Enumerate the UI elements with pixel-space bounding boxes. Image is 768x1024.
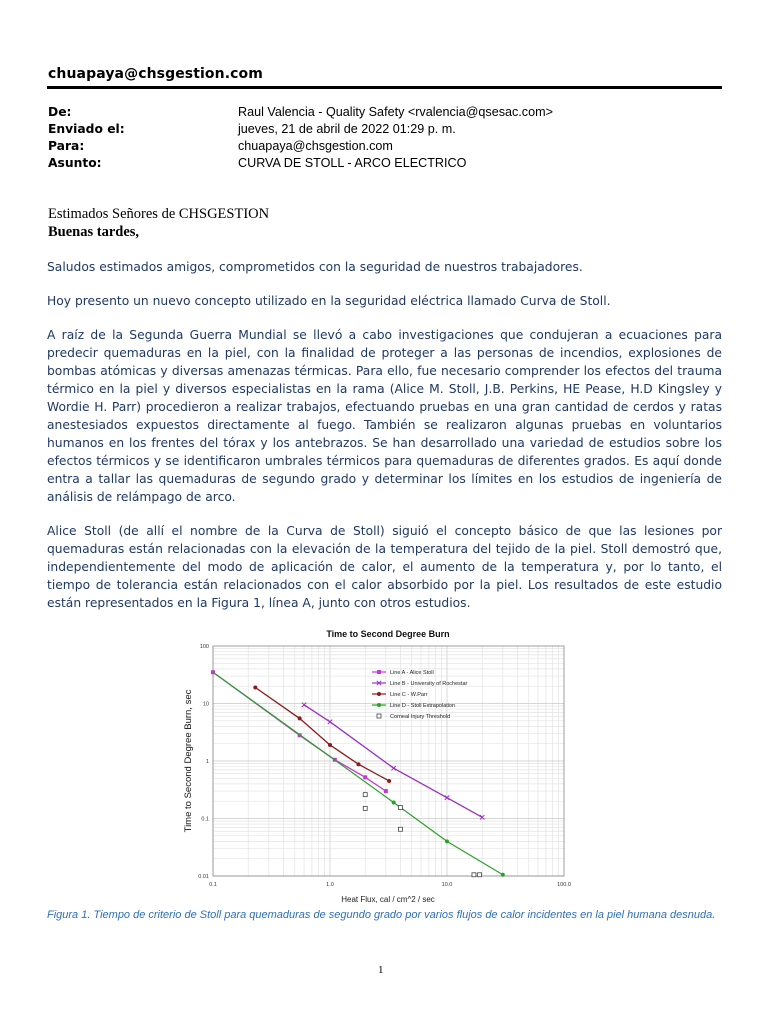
legend-label: Line B - University of Rochestar xyxy=(390,681,468,687)
data-point xyxy=(398,827,402,831)
header-label: De: xyxy=(48,105,72,119)
data-point xyxy=(387,779,391,783)
chart-title: Time to Second Degree Burn xyxy=(326,629,450,639)
email-body xyxy=(47,258,722,628)
data-point xyxy=(363,775,367,779)
data-point xyxy=(363,806,367,810)
y-axis-label: Time to Second Degree Burn, sec xyxy=(183,689,194,833)
data-point xyxy=(356,762,360,766)
x-tick-label: 100.0 xyxy=(557,882,571,888)
data-point xyxy=(384,789,388,793)
body-paragraph: A raíz de la Segunda Guerra Mundial se llevó a cabo investigaciones que condujeran a ecuaciones para predecir quemaduras en la piel, con la finalidad de proteger a las personas de incendios, explosiones de bombas atómicas y diversas amenazas térmicas. Para ello, fue necesario comprender los efectos del trauma térmico en la piel y diversos especialistas en la rama (Alice M. Stoll, J.B. Perkins, HE Pease, H.D Kingsley y Wordie H. Parr) procedieron a realizar trabajos, efectuando pruebas en una gran cantidad de cerdos y ratas anestesiados expuestos directamente al fuego. También se realizaron algunas pruebas en voluntarios humanos en los frentes del tórax y los antebrazos. Se han desarrollado una variedad de estudios sobre los efectos térmicos y se identificaron umbrales térmicos para quemaduras de diferentes grados. Es aquí donde entra a tallar las quemaduras de segundo grado y determinar los límites en los estudios de ingeniería de análisis de relámpago de arco. xyxy=(47,328,722,504)
x-tick-label: 0.1 xyxy=(209,882,217,888)
header-value: Raul Valencia - Quality Safety <rvalencia@qsesac.com> xyxy=(238,105,553,119)
data-point xyxy=(377,692,381,696)
chart-svg xyxy=(180,622,584,906)
legend-entry xyxy=(372,692,428,698)
series-1 xyxy=(211,670,388,793)
header-label: Para: xyxy=(48,139,85,153)
header-value: chuapaya@chsgestion.com xyxy=(238,139,393,153)
body-paragraph: Saludos estimados amigos, comprometidos con la seguridad de nuestros trabajadores. xyxy=(47,260,583,274)
series-3 xyxy=(253,685,391,782)
data-point xyxy=(377,714,381,718)
header-label: Asunto: xyxy=(48,156,102,170)
y-tick-label: 1 xyxy=(205,759,209,765)
mailbox-address: chuapaya@chsgestion.com xyxy=(48,66,263,82)
legend-label: Line C - W.Parr xyxy=(390,692,428,698)
burn-time-chart xyxy=(180,622,584,906)
data-point xyxy=(472,873,476,877)
x-tick-label: 10.0 xyxy=(441,882,453,888)
greeting xyxy=(48,205,269,241)
header-divider xyxy=(47,86,722,89)
legend-label: Corneal Injury Threshold xyxy=(390,714,451,720)
series-5 xyxy=(363,793,481,877)
x-tick-label: 1.0 xyxy=(326,882,334,888)
y-tick-label: 0.01 xyxy=(198,874,209,880)
email-headers xyxy=(48,104,553,172)
header-value: CURVA DE STOLL - ARCO ELECTRICO xyxy=(238,156,467,170)
data-point xyxy=(478,873,482,877)
header-subject xyxy=(48,155,553,172)
figure-caption: Figura 1. Tiempo de criterio de Stoll para quemaduras de segundo grado por varios flujos de calor incidentes en la piel humana desnuda. xyxy=(47,909,716,921)
header-sent xyxy=(48,121,553,138)
header-from xyxy=(48,104,553,121)
header-to xyxy=(48,138,553,155)
y-tick-label: 0.1 xyxy=(201,816,209,823)
legend-label: Line A - Alice Stoll xyxy=(390,670,434,676)
legend-entry xyxy=(372,670,434,676)
y-tick-label: 10 xyxy=(202,701,209,708)
header-label: Enviado el: xyxy=(48,122,125,136)
chart-grid xyxy=(213,646,564,876)
legend-label: Line D - Stoll Extrapolation xyxy=(390,703,456,709)
data-point xyxy=(328,743,332,747)
tick-labels xyxy=(198,644,571,888)
body-paragraph: Hoy presento un nuevo concepto utilizado en la seguridad eléctrica llamado Curva de Stoll. xyxy=(47,294,611,308)
legend-entry xyxy=(377,714,450,720)
greeting-line: Buenas tardes, xyxy=(48,224,140,240)
page-number: 1 xyxy=(378,964,384,976)
data-point xyxy=(392,800,396,804)
header-value: jueves, 21 de abril de 2022 01:29 p. m. xyxy=(238,122,456,136)
series-line xyxy=(213,672,386,791)
series-4 xyxy=(213,672,505,877)
body-paragraph: Alice Stoll (de allí el nombre de la Curva de Stoll) siguió el concepto básico de que las lesiones por quemaduras están relacionadas con la elevación de la temperatura del tejido de la piel. Stoll demostró que, independientemente del modo de aplicación de calor, el aumento de la temperatura y, por lo tanto, el tiempo de tolerancia están relacionados con el calor absorbido por la piel. Los resultados de este estudio están representados en la Figura 1, línea A, junto con otros estudios. xyxy=(47,524,722,610)
data-point xyxy=(398,806,402,810)
data-point xyxy=(445,839,449,843)
data-point xyxy=(298,716,302,720)
y-tick-label: 100 xyxy=(199,644,209,650)
x-axis-label: Heat Flux, cal / cm^2 / sec xyxy=(341,895,435,904)
data-point xyxy=(501,873,505,877)
data-point xyxy=(377,670,381,674)
data-point xyxy=(253,685,257,689)
greeting-line: Estimados Señores de CHSGESTION xyxy=(48,206,270,222)
data-point xyxy=(377,703,381,707)
data-point xyxy=(363,793,367,797)
